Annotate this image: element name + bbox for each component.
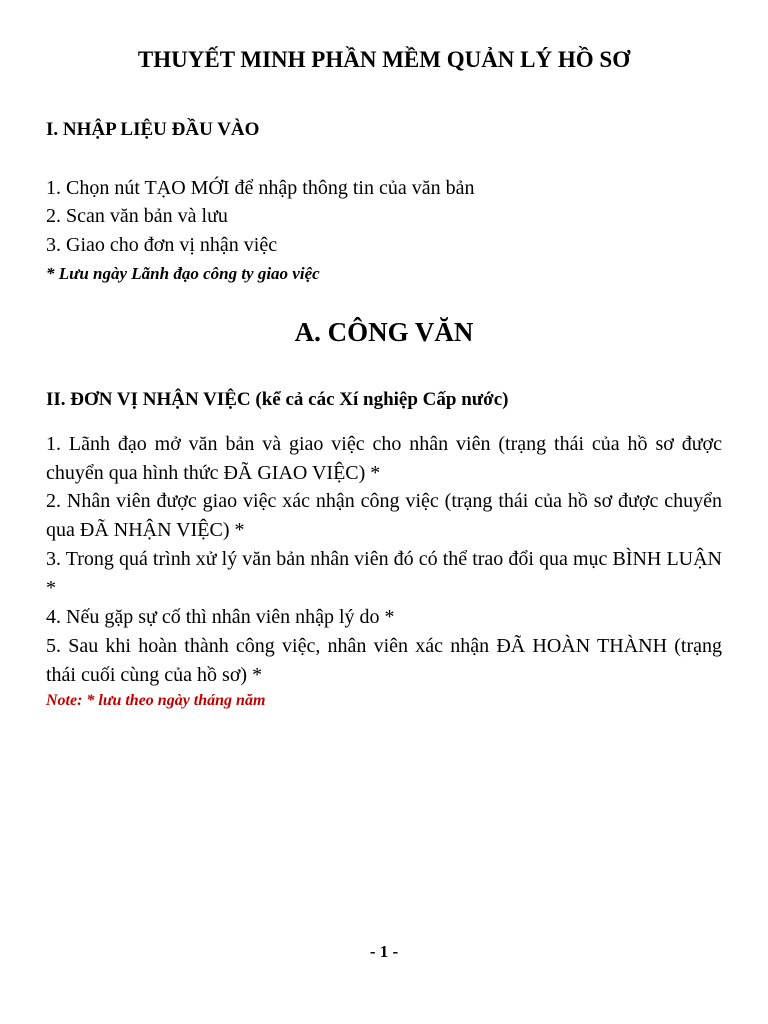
section-2-item-5: 5. Sau khi hoàn thành công việc, nhân viên xác nhận ĐÃ HOÀN THÀNH (trạng thái cuối cùng của hồ sơ) * [46,635,722,686]
section-1-heading: I. NHẬP LIỆU ĐẦU VÀO [46,119,260,140]
section-2-item-3: 3. Trong quá trình xử lý văn bản nhân viên đó có thể trao đổi qua mục BÌNH LUẬN * [46,548,722,599]
section-2-item-4: 4. Nếu gặp sự cố thì nhân viên nhập lý do * [46,606,395,628]
page-number: - 1 - [369,942,399,961]
section-2-note: Note: * lưu theo ngày tháng năm [46,692,266,709]
section-1-note: * Lưu ngày Lãnh đạo công ty giao việc [46,264,320,283]
section-2-item-1: 1. Lãnh đạo mở văn bản và giao việc cho nhân viên (trạng thái của hồ sơ được chuyển qua hình thức ĐÃ GIAO VIỆC) * [46,433,722,484]
section-1-item-3: 3. Giao cho đơn vị nhận việc [46,234,278,256]
section-2-item-2: 2. Nhân viên được giao việc xác nhận công việc (trạng thái của hồ sơ được chuyển qua ĐÃ NHẬN VIỆC) * [46,490,722,541]
part-a-title: A. CÔNG VĂN [294,317,474,347]
document-title: THUYẾT MINH PHẦN MỀM QUẢN LÝ HỒ SƠ [137,47,631,72]
section-2-heading: II. ĐƠN VỊ NHẬN VIỆC (kể cả các Xí nghiệp Cấp nước) [46,389,509,410]
section-1-item-1: 1. Chọn nút TẠO MỚI để nhập thông tin của văn bản [46,177,475,199]
section-1-item-2: 2. Scan văn bản và lưu [46,205,228,227]
